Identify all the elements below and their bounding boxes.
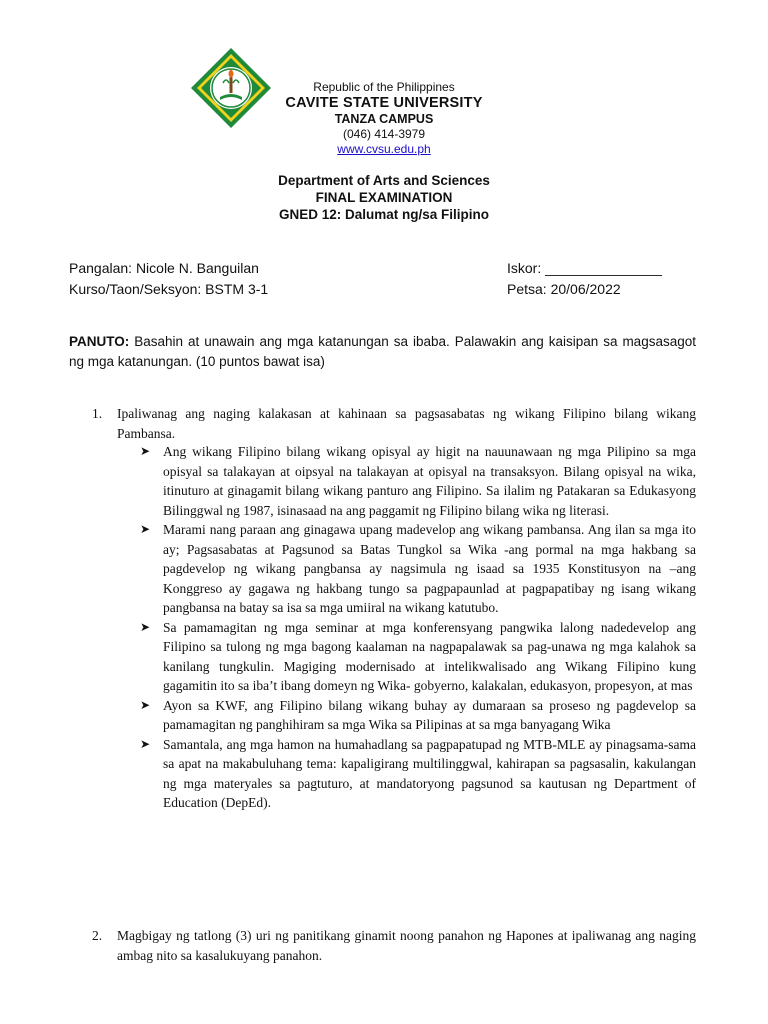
website-link[interactable]: www.cvsu.edu.ph: [337, 142, 431, 156]
list-item: [140, 735, 696, 813]
course-title: GNED 12: Dalumat ng/sa Filipino: [278, 207, 490, 222]
arrowhead-bullet-icon: ➤: [140, 697, 151, 712]
answer-text: Ayon sa KWF, ang Filipino bilang wikang buhay ay dumaraan sa proseso ng pagdevelop sa pamamagitan ng panghihiram sa mga Wika sa Pilipinas at sa mga banyagang Wika: [163, 697, 696, 732]
campus-name: TANZA CAMPUS: [334, 112, 434, 126]
instructions-label: PANUTO:: [69, 334, 130, 349]
question-2: [92, 926, 696, 965]
question-text: Ipaliwanag ang naging kalakasan at kahinaan sa pagsasabatas ng wikang Filipino bilang wikang Pambansa.: [117, 406, 696, 441]
instructions: [69, 332, 696, 372]
letterhead: [0, 80, 768, 156]
arrowhead-bullet-icon: ➤: [140, 619, 151, 634]
arrowhead-bullet-icon: ➤: [140, 736, 151, 751]
phone-number: (046) 414-3979: [342, 127, 426, 141]
exam-date: Petsa: 20/06/2022: [507, 281, 621, 297]
list-item: [140, 618, 696, 696]
question-1: [92, 404, 696, 443]
answer-text: Ang wikang Filipino bilang wikang opisyal ay higit na nauunawaan ng mga Pilipino sa mga opisyal sa talakayan at oipsyal na talakayan at opisyal na transaksyon. Bilang opisyal na wika, itinuturo at ginagamit bilang wikang panturo ang Filipino. Sa ilalim ng Patakaran sa Edukasyong Bilinggwal ng 1987, isinasaad na ang paggamit ng Filipino bilang wika ng literasi.: [163, 444, 696, 518]
question-text: Magbigay ng tatlong (3) uri ng panitikang ginamit noong panahon ng Hapones at ipaliwanag ang naging ambag nito sa kasalukuyang panahon.: [117, 928, 696, 963]
list-item: [140, 696, 696, 735]
answer-text: Samantala, ang mga hamon na humahadlang sa pagpapatupad ng MTB-MLE ay pinagsama-sama sa apat na makabuluhang tema: kapaligirang multilinggwal, kahirapan sa pagsasalin, kakulangan ng mga materyales sa pagtuturo, at mandatoryong pagsunod sa kautusan ng Department of Education (DepEd).: [163, 736, 696, 810]
student-name: Pangalan: Nicole N. Banguilan: [69, 260, 259, 276]
answer-list: [140, 442, 696, 813]
question-number: 1.: [92, 406, 103, 421]
student-course-section: Kurso/Taon/Seksyon: BSTM 3-1: [69, 281, 269, 297]
department-name: Department of Arts and Sciences: [278, 173, 490, 188]
arrowhead-bullet-icon: ➤: [140, 522, 151, 536]
answer-text: Marami nang paraan ang ginagawa upang madevelop ang wikang pambansa. Ang ilan sa mga ito ay; Pagsasabatas at Pagsunod sa Batas Tungkol sa Wika -ang pormal na mga hakbang sa pagdevelop ng wikang pangbansa ay nagsimula ng isaad sa 1935 Konstitusyon na –ang Konggreso ay gagawa ng hakbang tungo sa pagpapaunlad at pagpapatibay ng isang wikang pangbansa na batay sa isa sa mga umiiral na wikang katutubo.: [163, 522, 696, 615]
instructions-text: Basahin at unawain ang mga katanungan sa ibaba. Palawakin ang kaisipan sa magsasagot ng mga katanungan. (10 puntos bawat isa): [69, 334, 696, 369]
list-item: [140, 442, 696, 520]
list-item: [140, 520, 696, 618]
student-info-right: [507, 258, 662, 300]
answer-text: Sa pamamagitan ng mga seminar at mga konferensyang pangwika lalong nadedevelop ang Filipino sa tulong ng mga bagong kaalaman na nagpapalawak sa pag-unawa ng mga kalahok sa kanilang tungkulin. Magiging modernisado at intelikwalisado ang Wikang Filipino kung gagamitin ito sa iba’t ibang domeyn ng Wika- gobyerno, kalakalan, edukasyon, propesyon, at mas: [163, 619, 696, 693]
arrowhead-bullet-icon: ➤: [140, 444, 151, 458]
exam-title: FINAL EXAMINATION: [315, 190, 453, 205]
score-field: Iskor: _______________: [507, 260, 662, 276]
university-name: CAVITE STATE UNIVERSITY: [285, 95, 483, 111]
republic-line: Republic of the Philippines: [313, 80, 455, 94]
exam-header: [0, 172, 768, 223]
student-info-left: [69, 258, 268, 300]
question-number: 2.: [92, 928, 103, 943]
